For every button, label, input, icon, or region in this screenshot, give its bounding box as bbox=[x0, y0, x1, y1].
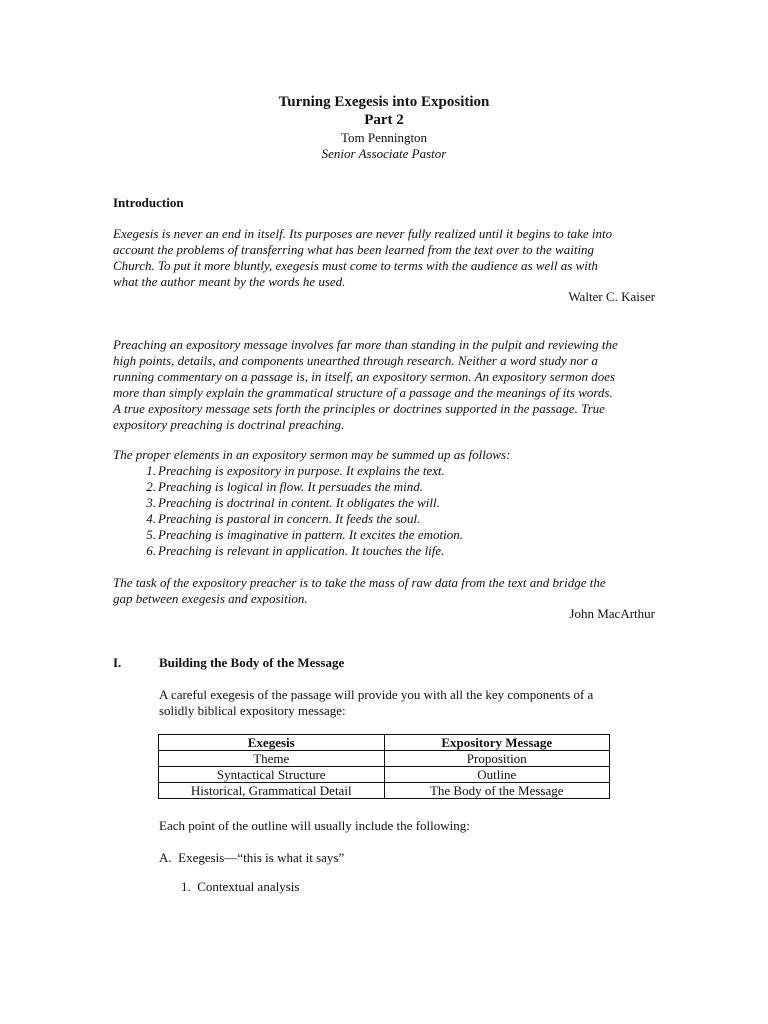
table-row bbox=[159, 751, 610, 767]
outline-point-1: 1. Contextual analysis bbox=[181, 879, 300, 894]
list-text: Preaching is expository in purpose. It explains the text. bbox=[158, 463, 445, 478]
list-number: 3. bbox=[146, 495, 156, 510]
table-row bbox=[159, 767, 610, 783]
list-text: Preaching is pastoral in concern. It feeds the soul. bbox=[158, 511, 421, 526]
exegesis-exposition-table bbox=[158, 734, 610, 799]
quote-line: A true expository message sets forth the principles or doctrines supported in the passage. True bbox=[113, 401, 605, 416]
table-header-row bbox=[159, 735, 610, 751]
author-name: Tom Pennington bbox=[340, 130, 428, 145]
quote-line: Exegesis is never an end in itself. Its purposes are never fully realized until it begins to take into bbox=[113, 226, 613, 241]
expository-task-text bbox=[113, 575, 658, 607]
table-cell: The Body of the Message bbox=[384, 783, 610, 799]
list-text: Preaching is logical in flow. It persuades the mind. bbox=[158, 479, 424, 494]
quote-line: The task of the expository preacher is to take the mass of raw data from the text and bridge the bbox=[113, 575, 606, 590]
document-part: Part 2 bbox=[364, 112, 404, 128]
section-number: I. bbox=[113, 655, 122, 670]
list-text: Preaching is relevant in application. It touches the life. bbox=[158, 543, 445, 558]
macarthur-attribution: John MacArthur bbox=[569, 606, 655, 621]
table-cell: Proposition bbox=[384, 751, 610, 767]
kaiser-attribution: Walter C. Kaiser bbox=[568, 289, 655, 304]
quote-line: high points, details, and components unearthed through research. Neither a word study nor a bbox=[113, 353, 598, 368]
quote-line: Church. To put it more bluntly, exegesis must come to terms with the audience as well as with bbox=[113, 258, 598, 273]
list-number: 4. bbox=[146, 511, 156, 526]
list-item bbox=[146, 495, 658, 511]
quote-line: what the author meant by the words he used. bbox=[113, 274, 346, 289]
list-number: 6. bbox=[146, 543, 156, 558]
list-text: Preaching is imaginative in pattern. It excites the emotion. bbox=[158, 527, 463, 542]
list-number: 1. bbox=[146, 463, 156, 478]
list-item bbox=[146, 511, 658, 527]
list-item bbox=[146, 543, 658, 559]
table-cell: Syntactical Structure bbox=[159, 767, 385, 783]
quote-line: more than simply explain the grammatical structure of a passage and the meanings of its words. bbox=[113, 385, 613, 400]
table-header-exegesis: Exegesis bbox=[159, 735, 385, 751]
list-number: 2. bbox=[146, 479, 156, 494]
body-line: solidly biblical expository message: bbox=[159, 703, 346, 718]
quote-line: gap between exegesis and exposition. bbox=[113, 591, 308, 606]
quote-line: Preaching an expository message involves far more than standing in the pulpit and reviewing the bbox=[113, 337, 618, 352]
table-cell: Outline bbox=[384, 767, 610, 783]
table-cell: Historical, Grammatical Detail bbox=[159, 783, 385, 799]
elements-list-intro: The proper elements in an expository sermon may be summed up as follows: bbox=[113, 447, 511, 462]
quote-line: running commentary on a passage is, in itself, an expository sermon. An expository sermon does bbox=[113, 369, 616, 384]
body-line: A careful exegesis of the passage will provide you with all the key components of a bbox=[159, 687, 594, 702]
document-title: Turning Exegesis into Exposition bbox=[278, 94, 490, 110]
list-number: 5. bbox=[146, 527, 156, 542]
macarthur-quote bbox=[113, 337, 658, 433]
preaching-elements-list bbox=[113, 463, 658, 559]
table-row bbox=[159, 783, 610, 799]
author-role: Senior Associate Pastor bbox=[321, 146, 447, 161]
outline-point-a: A. Exegesis—“this is what it says” bbox=[159, 850, 345, 865]
table-header-expository-message: Expository Message bbox=[384, 735, 610, 751]
section-title: Building the Body of the Message bbox=[159, 655, 345, 670]
list-item bbox=[146, 527, 658, 543]
list-text: Preaching is doctrinal in content. It obligates the will. bbox=[158, 495, 440, 510]
list-item bbox=[146, 479, 658, 495]
quote-line: expository preaching is doctrinal preaching. bbox=[113, 417, 345, 432]
kaiser-quote bbox=[113, 226, 658, 290]
introduction-heading: Introduction bbox=[113, 195, 184, 210]
list-item bbox=[146, 463, 658, 479]
quote-line: account the problems of transferring what has been learned from the text over to the waiting bbox=[113, 242, 595, 257]
table-cell: Theme bbox=[159, 751, 385, 767]
outline-intro: Each point of the outline will usually include the following: bbox=[159, 818, 470, 833]
section-intro bbox=[159, 687, 629, 719]
